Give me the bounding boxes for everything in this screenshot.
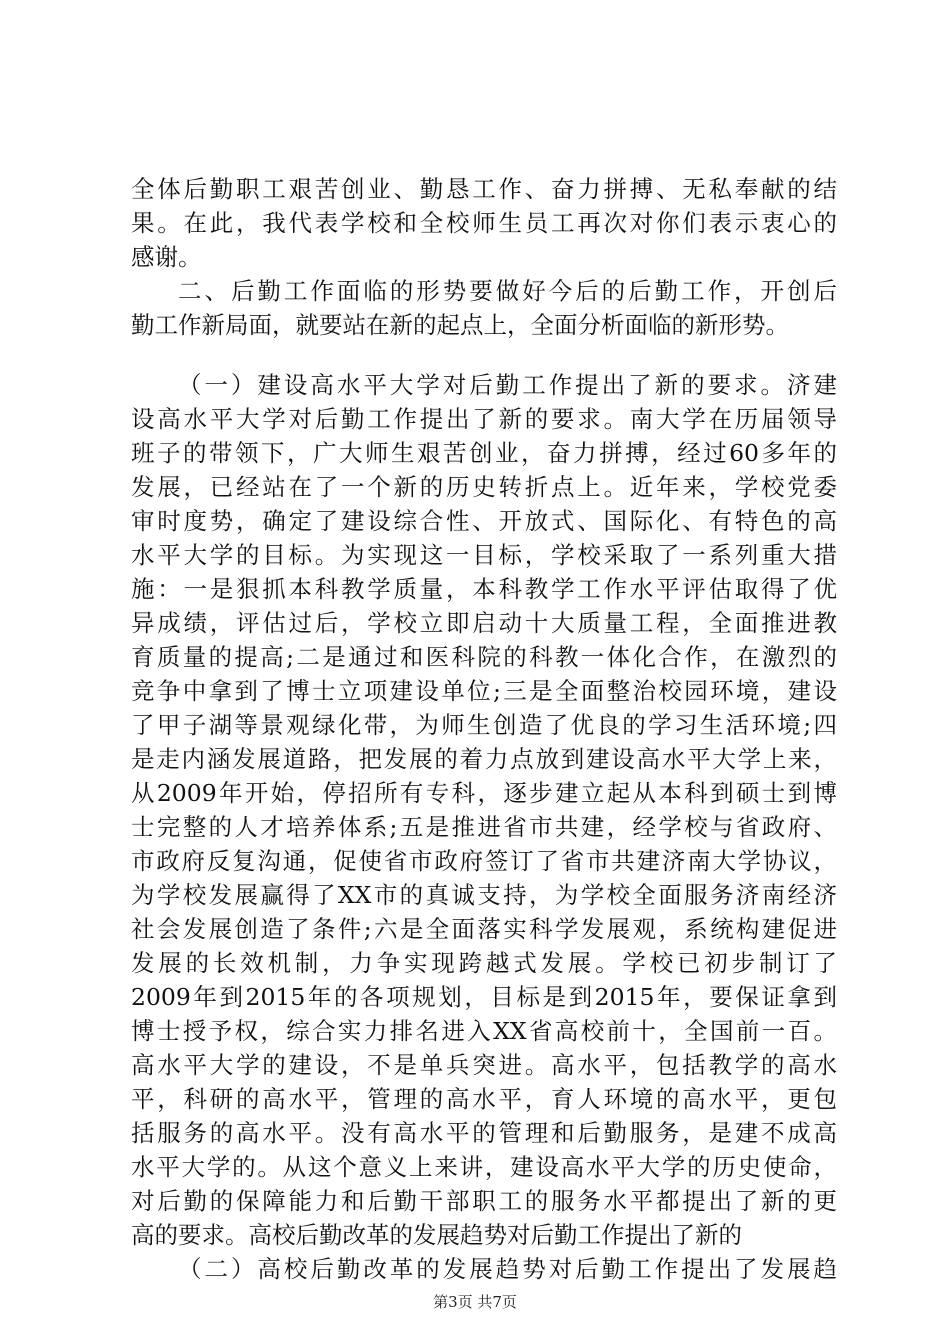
text-line: 平，科研的高水平，管理的高水平，育人环境的高水平，更包: [131, 1085, 837, 1113]
text-line: 全体后勤职工艰苦创业、勤恳工作、奋力拼搏、无私奉献的结: [131, 175, 837, 203]
paragraph-2: [131, 274, 837, 342]
paragraph-4: [131, 1252, 837, 1286]
text-line: 博士授予权，综合实力排名进入XX省高校前十，全国前一百。: [131, 1017, 837, 1045]
document-body: [131, 172, 837, 1286]
text-line: 高的要求。高校后勤改革的发展趋势对后勤工作提出了新的: [131, 1221, 742, 1249]
paragraph-3: [131, 368, 837, 1252]
text-line: 水平大学的。从这个意义上来讲，建设高水平大学的历史使命，: [131, 1153, 837, 1181]
text-line: 括服务的高水平。没有高水平的管理和后勤服务，是建不成高: [131, 1119, 837, 1147]
text-line: 高水平大学的建设，不是单兵突进。高水平，包括教学的高水: [131, 1051, 837, 1079]
text-line: 感谢。: [131, 243, 202, 271]
text-line: 设高水平大学对后勤工作提出了新的要求。南大学在历届领导: [131, 405, 837, 433]
paragraph-1: [131, 172, 837, 274]
text-line: 从2009年开始，停招所有专科，逐步建立起从本科到硕士到博: [131, 779, 837, 807]
text-line: （一）建设高水平大学对后勤工作提出了新的要求。济建: [178, 371, 837, 399]
page-number-footer: 第3页 共7页: [433, 1293, 517, 1311]
text-line: 异成绩，评估过后，学校立即启动十大质量工程，全面推进教: [131, 609, 837, 637]
paragraph-gap: [131, 342, 837, 368]
text-line: 了甲子湖等景观绿化带，为师生创造了优良的学习生活环境;四: [131, 711, 837, 739]
text-line: 市政府反复沟通，促使省市政府签订了省市共建济南大学协议，: [131, 847, 837, 875]
text-line: 2009年到2015年的各项规划，目标是到2015年，要保证拿到: [131, 983, 837, 1011]
text-line: 社会发展创造了条件;六是全面落实科学发展观，系统构建促进: [131, 915, 837, 943]
text-line: 班子的带领下，广大师生艰苦创业，奋力拼搏，经过60多年的: [131, 439, 837, 467]
text-line: 士完整的人才培养体系;五是推进省市共建，经学校与省政府、: [131, 813, 837, 841]
text-line: 发展，已经站在了一个新的历史转折点上。近年来，学校党委: [131, 473, 837, 501]
text-line: 审时度势，确定了建设综合性、开放式、国际化、有特色的高: [131, 507, 837, 535]
text-line: 对后勤的保障能力和后勤干部职工的服务水平都提出了新的更: [131, 1187, 837, 1215]
text-line: 果。在此，我代表学校和全校师生员工再次对你们表示衷心的: [131, 209, 837, 237]
text-line: 竞争中拿到了博士立项建设单位;三是全面整治校园环境，建设: [131, 677, 837, 705]
text-line: 二、后勤工作面临的形势要做好今后的后勤工作，开创后: [178, 277, 837, 305]
text-line: 育质量的提高;二是通过和医科院的科教一体化合作，在激烈的: [131, 643, 837, 671]
text-line: 是走内涵发展道路，把发展的着力点放到建设高水平大学上来，: [131, 745, 837, 773]
text-line: 勤工作新局面，就要站在新的起点上，全面分析面临的新形势。: [131, 311, 789, 339]
text-line: 施：一是狠抓本科教学质量，本科教学工作水平评估取得了优: [131, 575, 837, 603]
text-line: 发展的长效机制，力争实现跨越式发展。学校已初步制订了: [131, 949, 837, 977]
text-line: 为学校发展赢得了XX市的真诚支持，为学校全面服务济南经济: [131, 881, 837, 909]
text-line: 水平大学的目标。为实现这一目标，学校采取了一系列重大措: [131, 541, 837, 569]
text-line: （二）高校后勤改革的发展趋势对后勤工作提出了发展趋: [178, 1255, 837, 1283]
